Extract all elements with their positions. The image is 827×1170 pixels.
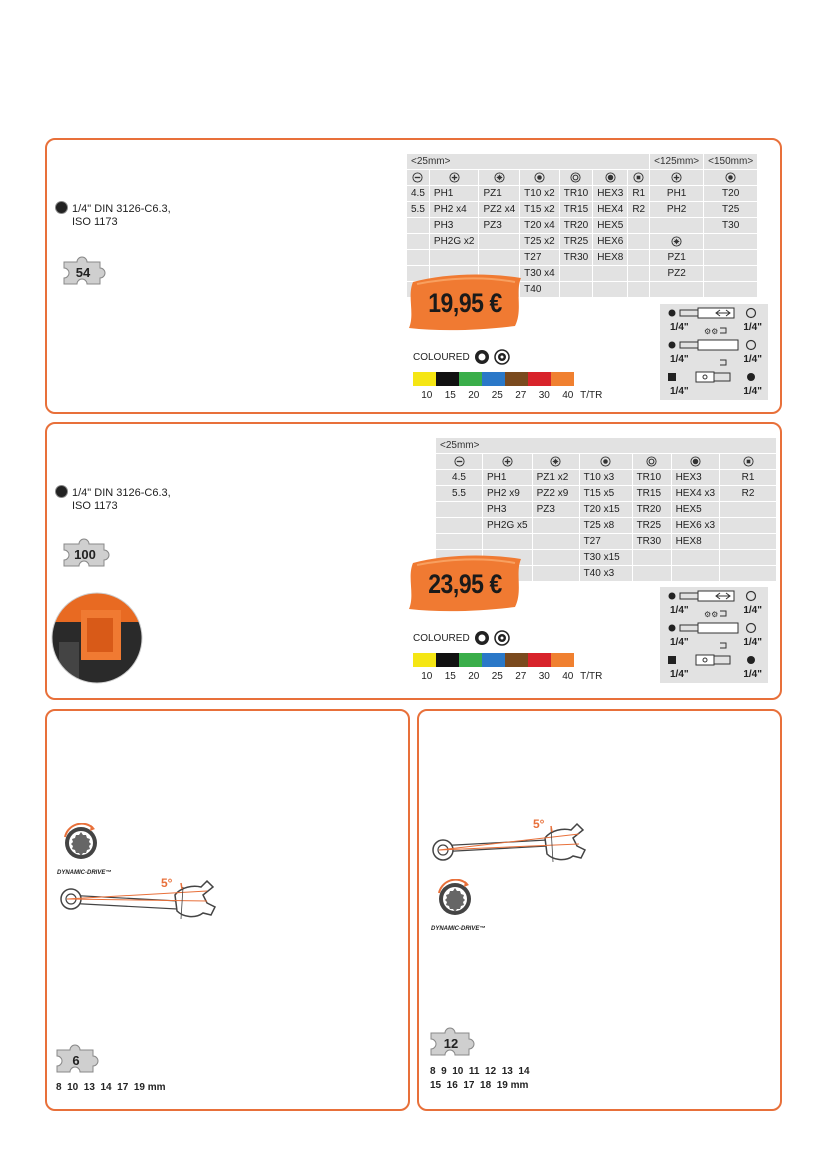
bit-set-54-panel	[45, 138, 782, 414]
table-row	[407, 202, 758, 218]
color-swatch	[413, 372, 436, 386]
table-cell	[532, 550, 579, 566]
table-cell: HEX4 x3	[671, 486, 719, 502]
holder-size-label: 1/4"	[743, 669, 762, 680]
table-cell: R2	[720, 486, 777, 502]
piece-count: 100	[74, 547, 96, 562]
table-cell: HEX5	[671, 502, 719, 518]
color-swatch	[413, 653, 436, 667]
table-cell	[704, 170, 758, 186]
torx-icon	[725, 172, 736, 183]
svg-text:⚙⚙: ⚙⚙	[704, 327, 719, 336]
table-cell: HEX5	[593, 218, 628, 234]
table-cell	[532, 566, 579, 582]
square-icon	[633, 172, 644, 183]
table-cell: T20 x4	[520, 218, 560, 234]
color-swatch	[459, 653, 482, 667]
table-cell	[628, 218, 650, 234]
color-swatch	[551, 372, 574, 386]
table-cell	[720, 454, 777, 470]
table-cell	[632, 454, 671, 470]
holder-size-label: 1/4"	[743, 605, 762, 616]
table-cell: TR25	[632, 518, 671, 534]
holder-size-label: 1/4"	[670, 386, 689, 397]
dynamic-drive-label: DYNAMIC-DRIVE™	[57, 870, 112, 876]
wrench-sizes: 8 9 10 11 12 13 14 15 16 17 18 19 mm	[430, 1066, 530, 1091]
color-swatch	[459, 372, 482, 386]
price-tag	[403, 551, 527, 617]
table-cell	[407, 250, 429, 266]
table-row	[407, 186, 758, 202]
table-row	[436, 518, 777, 534]
product-photo-circle	[51, 592, 143, 684]
table-cell	[559, 282, 592, 298]
table-cell: T10 x2	[520, 186, 560, 202]
table-cell	[579, 454, 632, 470]
table-cell: HEX6 x3	[671, 518, 719, 534]
hex-drive-icon	[56, 202, 67, 213]
table-cell: T25	[704, 202, 758, 218]
table-cell: T27	[520, 250, 560, 266]
phillips-icon	[449, 172, 460, 183]
table-cell: PZ3	[532, 502, 579, 518]
standard-text: 1/4" DIN 3126-C6.3, ISO 1173	[72, 203, 171, 229]
table-cell: HEX3	[593, 186, 628, 202]
hex-drive-icon	[56, 486, 67, 497]
table-cell: TR10	[559, 186, 592, 202]
table-cell: PZ3	[479, 218, 520, 234]
table-cell	[559, 266, 592, 282]
table-cell: T15 x2	[520, 202, 560, 218]
bit-holder-box	[660, 587, 768, 683]
table-cell	[650, 170, 704, 186]
table-cell: T30 x4	[520, 266, 560, 282]
color-code-bar	[413, 653, 574, 667]
color-swatch	[482, 372, 505, 386]
table-cell	[671, 454, 719, 470]
square-icon	[743, 456, 754, 467]
angle-label: 5°	[161, 876, 173, 890]
table-cell: PZ1	[479, 186, 520, 202]
table-cell: TR30	[632, 534, 671, 550]
coloured-legend: COLOURED	[413, 349, 510, 365]
table-cell: PH1	[483, 470, 533, 486]
dynamic-drive-label: DYNAMIC-DRIVE™	[431, 926, 486, 932]
table-cell: PH2	[650, 202, 704, 218]
table-cell: HEX8	[593, 250, 628, 266]
torx-icon	[534, 172, 545, 183]
holder-size-label: 1/4"	[743, 386, 762, 397]
piece-count: 6	[72, 1053, 80, 1068]
piece-count-badge	[60, 256, 106, 288]
ratchet-wrench-illustration	[429, 816, 599, 886]
table-cell	[628, 282, 650, 298]
torx-tamper-icon	[646, 456, 657, 467]
table-cell	[436, 518, 483, 534]
angle-label: 5°	[533, 817, 545, 831]
table-cell	[704, 282, 758, 298]
table-cell: PH2G x2	[429, 234, 479, 250]
table-cell	[593, 266, 628, 282]
table-cell: T20	[704, 186, 758, 202]
torx-tamper-coloured-icon	[494, 630, 510, 646]
phillips-icon	[671, 172, 682, 183]
length-header: <150mm>	[704, 154, 758, 170]
table-cell: PZ1 x2	[532, 470, 579, 486]
table-cell	[593, 170, 628, 186]
color-swatch	[528, 653, 551, 667]
length-header: <25mm>	[436, 438, 777, 454]
table-cell: 4.5	[436, 470, 483, 486]
table-row	[407, 234, 758, 250]
table-cell: HEX4	[593, 202, 628, 218]
torx-coloured-icon	[474, 630, 490, 646]
torx-icon	[600, 456, 611, 467]
hex-icon	[605, 172, 616, 183]
table-cell: 5.5	[436, 486, 483, 502]
table-cell: TR10	[632, 470, 671, 486]
phillips-icon	[502, 456, 513, 467]
table-row	[436, 534, 777, 550]
piece-count-badge	[53, 1044, 99, 1076]
table-cell	[559, 170, 592, 186]
table-cell	[520, 170, 560, 186]
table-cell	[704, 266, 758, 282]
bit-set-100-panel	[45, 422, 782, 700]
table-row	[436, 486, 777, 502]
holder-size-label: 1/4"	[670, 354, 689, 365]
table-cell: 4.5	[407, 186, 429, 202]
color-swatch	[505, 372, 528, 386]
ratchet-wrench-illustration	[57, 871, 227, 941]
table-cell: T10 x3	[579, 470, 632, 486]
table-cell: TR25	[559, 234, 592, 250]
wrench-set-12-panel	[417, 709, 782, 1111]
table-cell	[479, 170, 520, 186]
piece-count: 54	[75, 265, 91, 280]
table-cell	[628, 170, 650, 186]
table-cell	[436, 534, 483, 550]
table-cell: T40	[520, 282, 560, 298]
table-cell	[671, 550, 719, 566]
table-cell: PH1	[650, 186, 704, 202]
table-cell: PZ1	[650, 250, 704, 266]
table-cell: R1	[720, 470, 777, 486]
table-cell	[407, 218, 429, 234]
color-code-bar	[413, 372, 574, 386]
table-cell: PH2 x4	[429, 202, 479, 218]
table-cell	[407, 234, 429, 250]
table-cell: TR15	[632, 486, 671, 502]
holder-size-label: 1/4"	[743, 637, 762, 648]
table-cell	[650, 282, 704, 298]
table-cell	[632, 550, 671, 566]
torx-coloured-icon	[474, 349, 490, 365]
table-cell	[483, 534, 533, 550]
piece-count-badge	[60, 538, 110, 570]
bit-holder-box	[660, 304, 768, 400]
color-swatch	[482, 653, 505, 667]
table-cell	[650, 234, 704, 250]
table-cell	[483, 454, 533, 470]
table-cell: HEX8	[671, 534, 719, 550]
table-cell: PH2G x5	[483, 518, 533, 534]
table-cell: R2	[628, 202, 650, 218]
wrench-set-6-panel	[45, 709, 410, 1111]
table-cell	[704, 250, 758, 266]
color-swatch	[551, 653, 574, 667]
color-swatch	[436, 372, 459, 386]
table-cell	[650, 218, 704, 234]
svg-text:⚙⚙: ⚙⚙	[704, 610, 719, 619]
table-cell	[628, 250, 650, 266]
table-cell	[532, 454, 579, 470]
holder-size-label: 1/4"	[670, 669, 689, 680]
length-header: <125mm>	[650, 154, 704, 170]
table-cell: PH2 x9	[483, 486, 533, 502]
piece-count-badge	[427, 1027, 475, 1059]
table-cell	[429, 250, 479, 266]
slotted-icon	[454, 456, 465, 467]
table-cell: HEX6	[593, 234, 628, 250]
table-cell: T27	[579, 534, 632, 550]
table-cell	[671, 566, 719, 582]
pozidriv-icon	[550, 456, 561, 467]
table-cell: TR20	[559, 218, 592, 234]
table-cell	[628, 266, 650, 282]
pozidriv-icon	[494, 172, 505, 183]
holder-size-label: 1/4"	[670, 322, 689, 333]
dynamic-drive-badge	[57, 823, 111, 876]
table-cell: T15 x5	[579, 486, 632, 502]
holder-size-label: 1/4"	[743, 322, 762, 333]
torx-tamper-coloured-icon	[494, 349, 510, 365]
table-cell	[704, 234, 758, 250]
color-code-labels: 10 15 20 25 27 30 40 T/TR	[421, 390, 603, 401]
torx-tamper-icon	[570, 172, 581, 183]
table-cell: TR15	[559, 202, 592, 218]
table-cell	[628, 234, 650, 250]
table-cell	[720, 518, 777, 534]
color-swatch	[505, 653, 528, 667]
color-swatch	[528, 372, 551, 386]
standard-text: 1/4" DIN 3126-C6.3, ISO 1173	[72, 487, 171, 513]
table-cell	[429, 170, 479, 186]
table-cell: T25 x2	[520, 234, 560, 250]
pozidriv-icon	[671, 236, 682, 247]
dynamic-drive-icon	[431, 879, 485, 923]
hex-icon	[690, 456, 701, 467]
table-cell: 5.5	[407, 202, 429, 218]
dynamic-drive-badge	[431, 879, 485, 932]
table-cell: T40 x3	[579, 566, 632, 582]
table-row	[407, 218, 758, 234]
dynamic-drive-icon	[57, 823, 111, 867]
color-code-labels: 10 15 20 25 27 30 40 T/TR	[421, 671, 603, 682]
wrench-sizes: 8 10 13 14 17 19 mm	[56, 1082, 166, 1093]
holder-size-label: 1/4"	[670, 605, 689, 616]
table-cell	[436, 454, 483, 470]
color-swatch	[436, 653, 459, 667]
table-cell	[720, 534, 777, 550]
table-row	[407, 250, 758, 266]
piece-count: 12	[443, 1036, 459, 1051]
length-header: <25mm>	[407, 154, 650, 170]
price-text: 19,95 €	[428, 287, 502, 318]
table-cell: PZ2 x9	[532, 486, 579, 502]
table-cell: PH1	[429, 186, 479, 202]
table-cell: PH3	[483, 502, 533, 518]
table-cell	[436, 502, 483, 518]
table-cell	[532, 518, 579, 534]
coloured-legend: COLOURED	[413, 630, 510, 646]
table-cell: T25 x8	[579, 518, 632, 534]
slotted-icon	[412, 172, 423, 183]
table-cell	[532, 534, 579, 550]
table-cell: T30 x15	[579, 550, 632, 566]
table-cell	[720, 550, 777, 566]
table-cell	[632, 566, 671, 582]
table-cell: R1	[628, 186, 650, 202]
price-tag	[403, 270, 527, 336]
table-cell: PZ2	[650, 266, 704, 282]
table-cell: TR30	[559, 250, 592, 266]
table-row	[436, 470, 777, 486]
table-cell	[593, 282, 628, 298]
table-cell: T30	[704, 218, 758, 234]
table-cell: TR20	[632, 502, 671, 518]
holder-size-label: 1/4"	[743, 354, 762, 365]
table-cell: PH3	[429, 218, 479, 234]
table-row	[436, 502, 777, 518]
holder-size-label: 1/4"	[670, 637, 689, 648]
price-text: 23,95 €	[428, 568, 502, 599]
table-cell: HEX3	[671, 470, 719, 486]
table-cell	[720, 502, 777, 518]
table-cell	[479, 250, 520, 266]
table-cell	[720, 566, 777, 582]
table-cell	[479, 234, 520, 250]
table-cell: PZ2 x4	[479, 202, 520, 218]
table-cell: T20 x15	[579, 502, 632, 518]
table-cell	[407, 170, 429, 186]
